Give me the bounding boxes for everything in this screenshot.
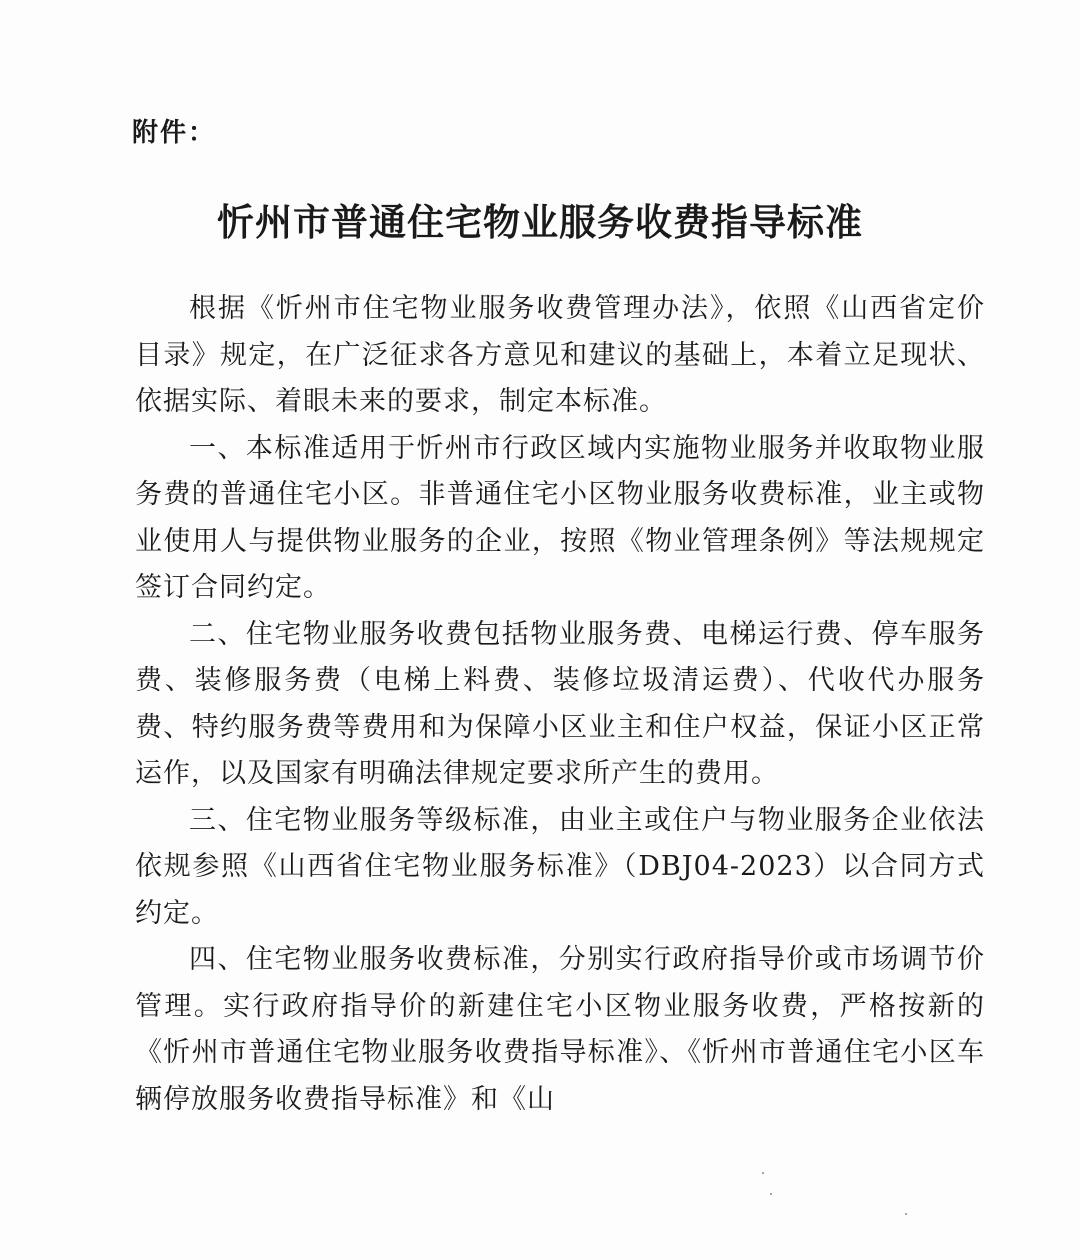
- paragraph-1: 一、本标准适用于忻州市行政区域内实施物业服务并收取物业服务费的普通住宅小区。非普通住宅小区物业服务收费标准，业主或物业使用人与提供物业服务的企业，按照《物业管理条例》等法规规定签订合同约定。: [135, 432, 985, 603]
- document-title: 忻州市普通住宅物业服务收费指导标准: [217, 201, 863, 244]
- paragraph-intro: 根据《忻州市住宅物业服务收费管理办法》，依照《山西省定价目录》规定，在广泛征求各方意见和建议的基础上，本着立足现状、依据实际、着眼未来的要求，制定本标准。: [135, 293, 985, 417]
- scan-speck: [762, 1172, 764, 1174]
- scan-speck: [905, 1213, 907, 1215]
- paragraph-2: 二、住宅物业服务收费包括物业服务费、电梯运行费、停车服务费、装修服务费（电梯上料费、装修垃圾清运费）、代收代办服务费、特约服务费等费用和为保障小区业主和住户权益，保证小区正常运作，以及国家有明确法律规定要求所产生的费用。: [135, 618, 985, 789]
- paragraph-3: 三、住宅物业服务等级标准，由业主或住户与物业服务企业依法依规参照《山西省住宅物业服务标准》（DBJ04-2023）以合同方式约定。: [135, 804, 985, 929]
- attachment-label: 附件：: [132, 118, 217, 148]
- paragraph-4: 四、住宅物业服务收费标准，分别实行政府指导价或市场调节价管理。实行政府指导价的新建住宅小区物业服务收费，严格按新的《忻州市普通住宅物业服务收费指导标准》、《忻州市普通住宅小区车辆停放服务收费指导标准》和《山: [135, 944, 985, 1115]
- document-body: [135, 286, 985, 1123]
- scan-speck: [770, 1193, 772, 1195]
